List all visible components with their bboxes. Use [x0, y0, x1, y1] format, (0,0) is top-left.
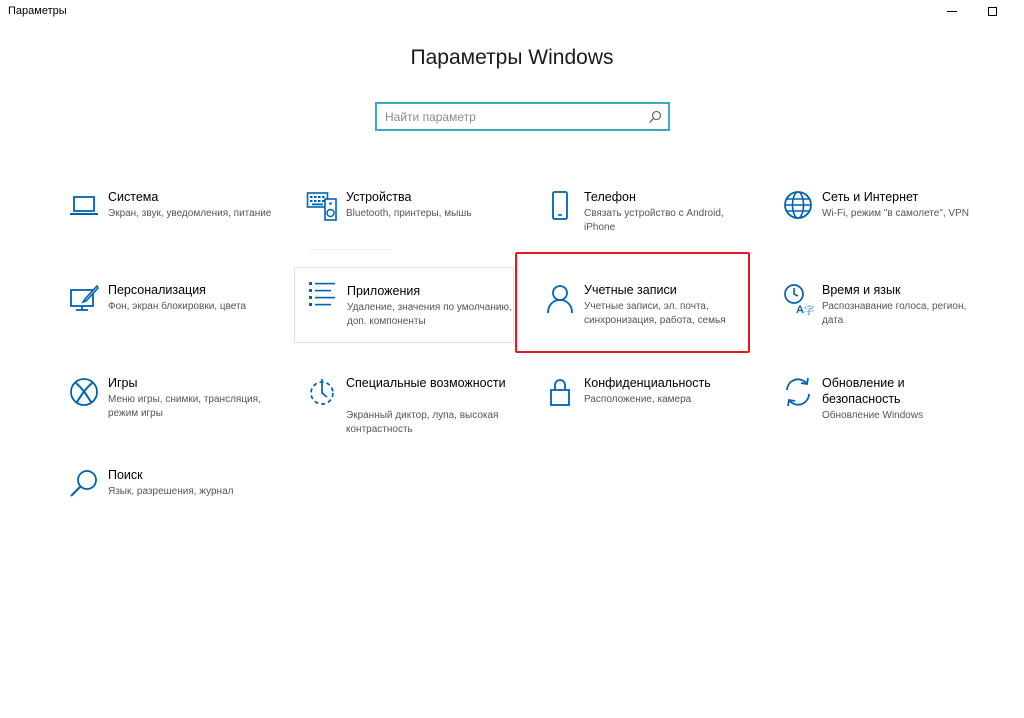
tile-ease-of-access[interactable]: [294, 371, 514, 449]
tile-description: Bluetooth, принтеры, мышь: [346, 208, 472, 219]
tile-devices[interactable]: [294, 185, 514, 263]
tile-accounts[interactable]: [532, 278, 752, 356]
tile-name: Игры: [108, 376, 138, 390]
tile-apps[interactable]: [294, 267, 514, 343]
tile-description: Язык, разрешения, журнал: [108, 486, 234, 497]
maximize-button[interactable]: [970, 0, 1014, 22]
tile-name: Конфиденциальность: [584, 376, 711, 390]
tile-name: Учетные записи: [584, 283, 677, 297]
tile-description: Расположение, камера: [584, 394, 692, 405]
tile-description: Экран, звук, уведомления, питание: [108, 208, 272, 219]
tile-description: Меню игры, снимки, трансляция, режим игры: [108, 394, 261, 419]
keyboard-speaker-icon: [306, 190, 338, 222]
tile-description: Связать устройство с Android, iPhone: [584, 208, 724, 233]
minimize-button[interactable]: [930, 0, 974, 22]
search-box[interactable]: [375, 102, 670, 131]
globe-icon: [782, 190, 814, 222]
tile-phone[interactable]: [532, 185, 752, 263]
tile-search[interactable]: [56, 463, 276, 541]
tile-update-security[interactable]: [770, 371, 990, 449]
tile-name: Система: [108, 190, 159, 204]
tile-time-language[interactable]: [770, 278, 990, 356]
ease-of-access-icon: [306, 376, 338, 408]
tile-name: Устройства: [346, 190, 412, 204]
time-language-icon: [782, 283, 814, 315]
search-icon[interactable]: [648, 110, 662, 124]
tile-description: Удаление, значения по умолчанию, доп. компоненты: [347, 302, 512, 327]
tile-description: Экранный диктор, лупа, высокая контрастность: [346, 410, 499, 435]
search-icon: [68, 468, 100, 500]
app-title: Параметры: [8, 5, 67, 17]
tile-network[interactable]: [770, 185, 990, 263]
tile-name: Поиск: [108, 468, 143, 482]
update-icon: [782, 376, 814, 408]
search-input[interactable]: [385, 108, 645, 126]
tile-privacy[interactable]: [532, 371, 752, 449]
page-title: Параметры Windows: [410, 46, 614, 69]
tile-name: Специальные возможности: [346, 376, 506, 390]
tile-name: Персонализация: [108, 283, 206, 297]
tile-name: Время и язык: [822, 283, 901, 297]
apps-list-icon: [307, 278, 339, 310]
maximize-icon: [988, 7, 997, 16]
tile-description: Фон, экран блокировки, цвета: [108, 301, 247, 312]
tile-description: Wi-Fi, режим "в самолете", VPN: [822, 208, 969, 219]
lock-icon: [544, 376, 576, 408]
tile-name: Телефон: [584, 190, 636, 204]
svg-text:A: A: [796, 304, 804, 315]
svg-text:字: 字: [804, 306, 814, 315]
tile-name: Приложения: [347, 284, 421, 298]
tile-description: Распознавание голоса, регион, дата: [822, 301, 967, 326]
personalization-icon: [68, 283, 100, 315]
tile-personalization[interactable]: [56, 278, 276, 356]
xbox-icon: [68, 376, 100, 408]
tile-name: Обновление и безопасность: [822, 376, 905, 406]
tile-description: Учетные записи, эл. почта, синхронизация, работа, семья: [584, 301, 726, 326]
tile-name: Сеть и Интернет: [822, 190, 919, 204]
laptop-icon: [68, 190, 100, 222]
title-bar: [0, 0, 1024, 24]
person-icon: [544, 283, 576, 315]
tile-description: Обновление Windows: [822, 410, 924, 421]
tile-system[interactable]: [56, 185, 276, 263]
phone-icon: [544, 190, 576, 222]
minimize-icon: [947, 11, 957, 12]
tile-gaming[interactable]: [56, 371, 276, 449]
